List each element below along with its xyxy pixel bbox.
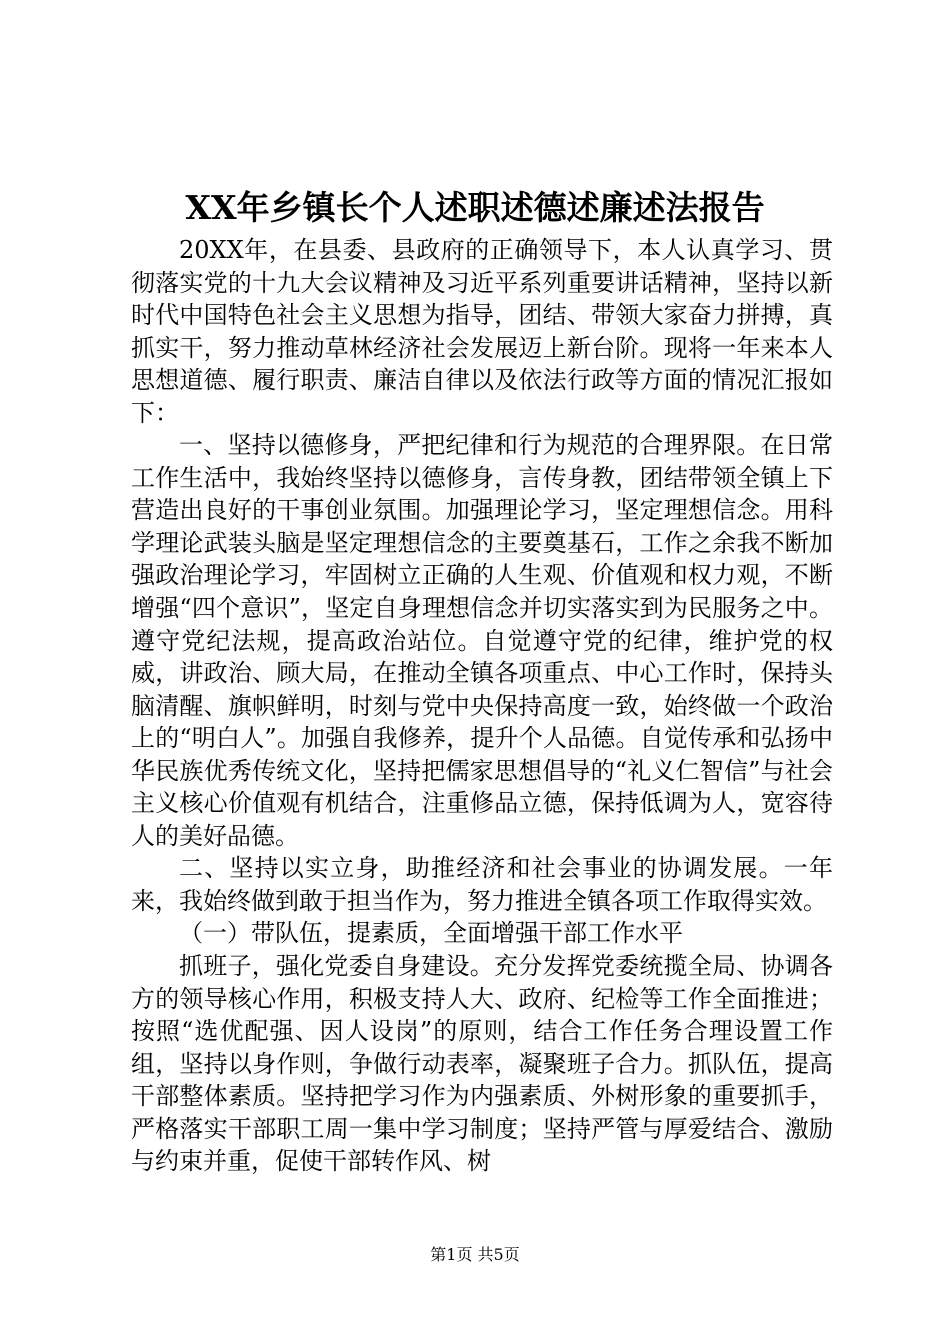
paragraph-section-two: 二、坚持以实立身，助推经济和社会事业的协调发展。一年来，我始终做到敢于担当作为，努力推进全镇各项工作取得实效。 [131, 854, 833, 915]
document-title: XX年乡镇长个人述职述德述廉述法报告 [185, 188, 765, 227]
paragraph-team-building: 抓班子，强化党委自身建设。充分发挥党委统揽全局、协调各方的领导核心作用，积极支持人大、政府、纪检等工作全面推进；按照“选优配强、因人设岗”的原则，结合工作任务合理设置工作组，坚持以身作则，争做行动表率，凝聚班子合力。抓队伍，提高干部整体素质。坚持把学习作为内强素质、外树形象的重要抓手，严格落实干部职工周一集中学习制度；坚持严管与厚爱结合、激励与约束并重，促使干部转作风、树 [131, 952, 833, 1176]
page-footer: 第1页 共5页 [430, 1245, 520, 1264]
paragraph-intro: 20XX年，在县委、县政府的正确领导下，本人认真学习、贯彻落实党的十九大会议精神及习近平系列重要讲话精神，坚持以新时代中国特色社会主义思想为指导，团结、带领大家奋力拼搏，真抓实干，努力推动草林经济社会发展迈上新台阶。现将一年来本人思想道德、履行职责、廉洁自律以及依法行政等方面的情况汇报如下： [131, 236, 833, 427]
paragraph-section-one: 一、坚持以德修身，严把纪律和行为规范的合理界限。在日常工作生活中，我始终坚持以德修身，言传身教，团结带领全镇上下营造出良好的干事创业氛围。加强理论学习，坚定理想信念。用科学理论武装头脑是坚定理想信念的主要奠基石，工作之余我不断加强政治理论学习，牢固树立正确的人生观、价值观和权力观，不断增强“四个意识”，坚定自身理想信念并切实落实到为民服务之中。遵守党纪法规，提高政治站位。自觉遵守党的纪律，维护党的权威，讲政治、顾大局，在推动全镇各项重点、中心工作时，保持头脑清醒、旗帜鲜明，时刻与党中央保持高度一致，始终做一个政治上的“明白人”。加强自我修养，提升个人品德。自觉传承和弘扬中华民族优秀传统文化，坚持把儒家思想倡导的“礼义仁智信”与社会主义核心价值观有机结合，注重修品立德，保持低调为人，宽容待人的美好品德。 [131, 431, 833, 850]
document-body [131, 234, 833, 1178]
paragraph-subheading-one: （一）带队伍，提素质，全面增强干部工作水平 [179, 919, 683, 948]
